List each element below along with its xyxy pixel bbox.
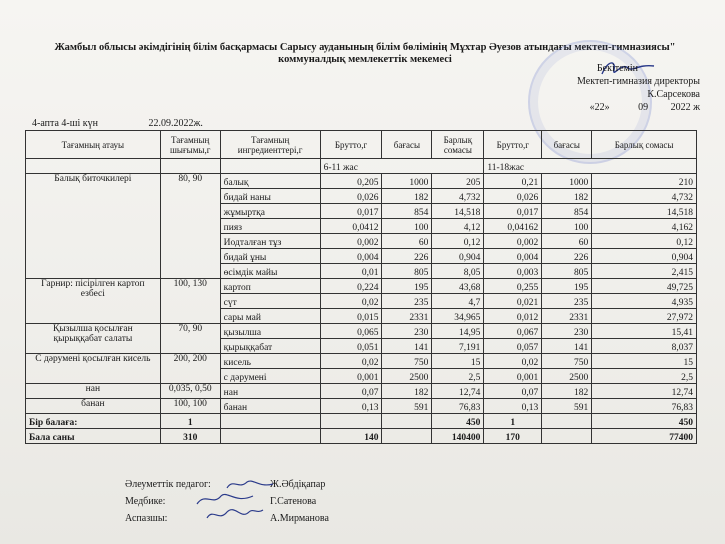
- table-cell: 0,065: [320, 324, 382, 339]
- table-cell: 4,732: [592, 189, 697, 204]
- approval-date: [540, 101, 700, 114]
- ingredient-name: өсімдік майы: [220, 264, 320, 279]
- table-cell: 235: [542, 294, 592, 309]
- ingredient-name: Иодталған тұз: [220, 234, 320, 249]
- children-label: Бала саны: [26, 429, 161, 444]
- table-cell: 0,02: [320, 294, 382, 309]
- table-cell: 12,74: [432, 384, 484, 399]
- header-line-1: Жамбыл облысы әкімдігінің білім басқармасы Сарысу ауданының білім бөлімінің Мұхтар Әуезов атындағы мектеп-гимназиясы": [54, 42, 676, 53]
- table-cell: 1000: [382, 174, 432, 189]
- table-cell: 0,12: [432, 234, 484, 249]
- table-cell: 14,518: [592, 204, 697, 219]
- staff-role: Медбике:: [125, 496, 166, 507]
- table-cell: 854: [382, 204, 432, 219]
- table-cell: 7,191: [432, 339, 484, 354]
- table-cell: 2,5: [592, 369, 697, 384]
- table-cell: 8,037: [592, 339, 697, 354]
- dish-yield: 100, 130: [160, 279, 220, 324]
- table-cell: 0,13: [484, 399, 542, 414]
- staff-name: А.Мирманова: [270, 513, 329, 524]
- col-price-2: бағасы: [542, 131, 592, 159]
- table-cell: 0,026: [484, 189, 542, 204]
- table-cell: 805: [542, 264, 592, 279]
- ingredient-name: с дәрумені: [220, 369, 320, 384]
- table-cell: 591: [382, 399, 432, 414]
- table-cell: 235: [382, 294, 432, 309]
- table-cell: 2,415: [592, 264, 697, 279]
- table-cell: 0,021: [484, 294, 542, 309]
- table-row: [26, 399, 697, 414]
- table-cell: 15: [432, 354, 484, 369]
- staff-role: Әлеуметтік педагог:: [125, 479, 211, 490]
- table-cell: 0,067: [484, 324, 542, 339]
- ingredient-name: қызылша: [220, 324, 320, 339]
- table-cell: 0,003: [484, 264, 542, 279]
- ingredient-name: бидай ұны: [220, 249, 320, 264]
- col-total-1: Барлық сомасы: [432, 131, 484, 159]
- table-cell: 14,518: [432, 204, 484, 219]
- table-cell: 12,74: [592, 384, 697, 399]
- table-cell: 210: [592, 174, 697, 189]
- menu-table: [25, 130, 697, 444]
- table-cell: 0,001: [484, 369, 542, 384]
- ingredient-name: жұмыртқа: [220, 204, 320, 219]
- table-row: [26, 384, 697, 399]
- table-cell: 14,95: [432, 324, 484, 339]
- ingredient-name: нан: [220, 384, 320, 399]
- ingredient-name: пияз: [220, 219, 320, 234]
- table-row: [26, 354, 697, 369]
- table-cell: 0,026: [320, 189, 382, 204]
- table-cell: 100: [542, 219, 592, 234]
- table-cell: 4,7: [432, 294, 484, 309]
- table-cell: 0,0412: [320, 219, 382, 234]
- signature-icon: [205, 504, 265, 524]
- dish-name: банан: [26, 399, 161, 414]
- table-row: [26, 324, 697, 339]
- table-cell: 141: [542, 339, 592, 354]
- table-cell: 141: [382, 339, 432, 354]
- table-cell: 0,904: [592, 249, 697, 264]
- table-cell: 230: [542, 324, 592, 339]
- table-cell: 43,68: [432, 279, 484, 294]
- table-cell: 0,004: [484, 249, 542, 264]
- table-cell: 195: [382, 279, 432, 294]
- table-cell: 0,01: [320, 264, 382, 279]
- table-cell: 49,725: [592, 279, 697, 294]
- table-cell: 0,017: [484, 204, 542, 219]
- children-brutto-1: 140: [320, 429, 382, 444]
- menu-date: 22.09.2022ж.: [148, 118, 203, 129]
- dish-name: Гарнир: пісірілген картоп езбесі: [26, 279, 161, 324]
- table-cell: 226: [382, 249, 432, 264]
- table-cell: 4,12: [432, 219, 484, 234]
- table-cell: 2,5: [432, 369, 484, 384]
- col-brutto-2: Брутто,г: [484, 131, 542, 159]
- dish-yield: 100, 100: [160, 399, 220, 414]
- staff-name: Г.Сатенова: [270, 496, 317, 507]
- ingredient-name: балық: [220, 174, 320, 189]
- col-dish: Тағамның атауы: [26, 131, 161, 159]
- table-cell: 0,004: [320, 249, 382, 264]
- table-cell: 1000: [542, 174, 592, 189]
- staff-name: Ж.Әбдіқапар: [270, 479, 326, 490]
- table-cell: 0,015: [320, 309, 382, 324]
- dish-yield: 70, 90: [160, 324, 220, 354]
- per-child-total-2: 450: [592, 414, 697, 429]
- table-cell: 0,02: [484, 354, 542, 369]
- col-price-1: бағасы: [382, 131, 432, 159]
- table-cell: 0,12: [592, 234, 697, 249]
- approval-month: 09: [638, 102, 649, 113]
- table-cell: 0,017: [320, 204, 382, 219]
- approval-block: [540, 62, 700, 114]
- dish-yield: 80, 90: [160, 174, 220, 279]
- table-cell: 226: [542, 249, 592, 264]
- children-yield: 310: [160, 429, 220, 444]
- approval-label: Бекітемін: [596, 63, 638, 74]
- approval-day: «22»: [589, 102, 610, 113]
- table-cell: 76,83: [592, 399, 697, 414]
- table-cell: 750: [542, 354, 592, 369]
- table-cell: 182: [382, 189, 432, 204]
- header-line-2: коммуналдық мемлекеттік мекемесі: [278, 54, 452, 65]
- ingredient-name: сүт: [220, 294, 320, 309]
- per-child-total-1: 450: [432, 414, 484, 429]
- table-cell: 0,057: [484, 339, 542, 354]
- table-cell: 76,83: [432, 399, 484, 414]
- ingredient-name: банан: [220, 399, 320, 414]
- ingredient-name: қырыққабат: [220, 339, 320, 354]
- table-row: [26, 174, 697, 189]
- table-cell: 0,002: [320, 234, 382, 249]
- table-cell: 2500: [382, 369, 432, 384]
- table-cell: 60: [542, 234, 592, 249]
- col-ingredients: Тағамның ингредиенттері,г: [220, 131, 320, 159]
- table-cell: 854: [542, 204, 592, 219]
- table-cell: 15,41: [592, 324, 697, 339]
- dish-yield: 0,035, 0,50: [160, 384, 220, 399]
- col-yield: Тағамның шығымы,г: [160, 131, 220, 159]
- staff-role: Аспазшы:: [125, 513, 168, 524]
- table-cell: 60: [382, 234, 432, 249]
- table-cell: 182: [542, 384, 592, 399]
- dish-name: Балық биточкилері: [26, 174, 161, 279]
- table-cell: 0,002: [484, 234, 542, 249]
- table-cell: 4,162: [592, 219, 697, 234]
- per-child-label: Бір балаға:: [26, 414, 161, 429]
- table-cell: 0,07: [320, 384, 382, 399]
- table-cell: 205: [432, 174, 484, 189]
- approval-year: 2022 ж: [670, 102, 700, 113]
- ingredient-name: кисель: [220, 354, 320, 369]
- age-group-1: 6-11 жас: [320, 159, 484, 174]
- table-cell: 0,04162: [484, 219, 542, 234]
- table-cell: 195: [542, 279, 592, 294]
- table-cell: 0,21: [484, 174, 542, 189]
- week-day: 4-апта 4-ші күн: [32, 118, 98, 129]
- ingredient-name: сары май: [220, 309, 320, 324]
- table-cell: 0,012: [484, 309, 542, 324]
- table-cell: 0,07: [484, 384, 542, 399]
- table-cell: 0,02: [320, 354, 382, 369]
- table-cell: 2331: [382, 309, 432, 324]
- table-cell: 8,05: [432, 264, 484, 279]
- table-cell: 230: [382, 324, 432, 339]
- table-cell: 4,935: [592, 294, 697, 309]
- table-cell: 0,224: [320, 279, 382, 294]
- menu-body: [26, 174, 697, 414]
- table-cell: 0,001: [320, 369, 382, 384]
- col-total-2: Барлық сомасы: [592, 131, 697, 159]
- col-brutto-1: Брутто,г: [320, 131, 382, 159]
- table-cell: 0,255: [484, 279, 542, 294]
- table-cell: 182: [542, 189, 592, 204]
- approval-role: Мектеп-гимназия директоры: [577, 76, 700, 87]
- per-child-yield: 1: [160, 414, 220, 429]
- per-child-brutto-2: 1: [484, 414, 542, 429]
- dish-yield: 200, 200: [160, 354, 220, 384]
- table-cell: 0,904: [432, 249, 484, 264]
- table-cell: 2500: [542, 369, 592, 384]
- dish-name: С дәрумені қосылған кисель: [26, 354, 161, 384]
- table-cell: 2331: [542, 309, 592, 324]
- table-cell: 4,732: [432, 189, 484, 204]
- table-cell: 805: [382, 264, 432, 279]
- dish-name: Қызылша қосылған қырыққабат салаты: [26, 324, 161, 354]
- table-cell: 100: [382, 219, 432, 234]
- table-cell: 750: [382, 354, 432, 369]
- table-cell: 591: [542, 399, 592, 414]
- table-cell: 27,972: [592, 309, 697, 324]
- children-total-1: 140400: [432, 429, 484, 444]
- day-info: [32, 118, 251, 129]
- table-cell: 0,13: [320, 399, 382, 414]
- ingredient-name: бидай наны: [220, 189, 320, 204]
- children-total-2: 77400: [592, 429, 697, 444]
- age-group-2: 11-18жас: [484, 159, 697, 174]
- table-cell: 0,051: [320, 339, 382, 354]
- children-brutto-2: 170: [484, 429, 542, 444]
- dish-name: нан: [26, 384, 161, 399]
- table-cell: 15: [592, 354, 697, 369]
- table-cell: 34,965: [432, 309, 484, 324]
- approval-name: К.Сарсекова: [647, 89, 700, 100]
- table-cell: 0,205: [320, 174, 382, 189]
- table-row: [26, 279, 697, 294]
- table-cell: 182: [382, 384, 432, 399]
- ingredient-name: картоп: [220, 279, 320, 294]
